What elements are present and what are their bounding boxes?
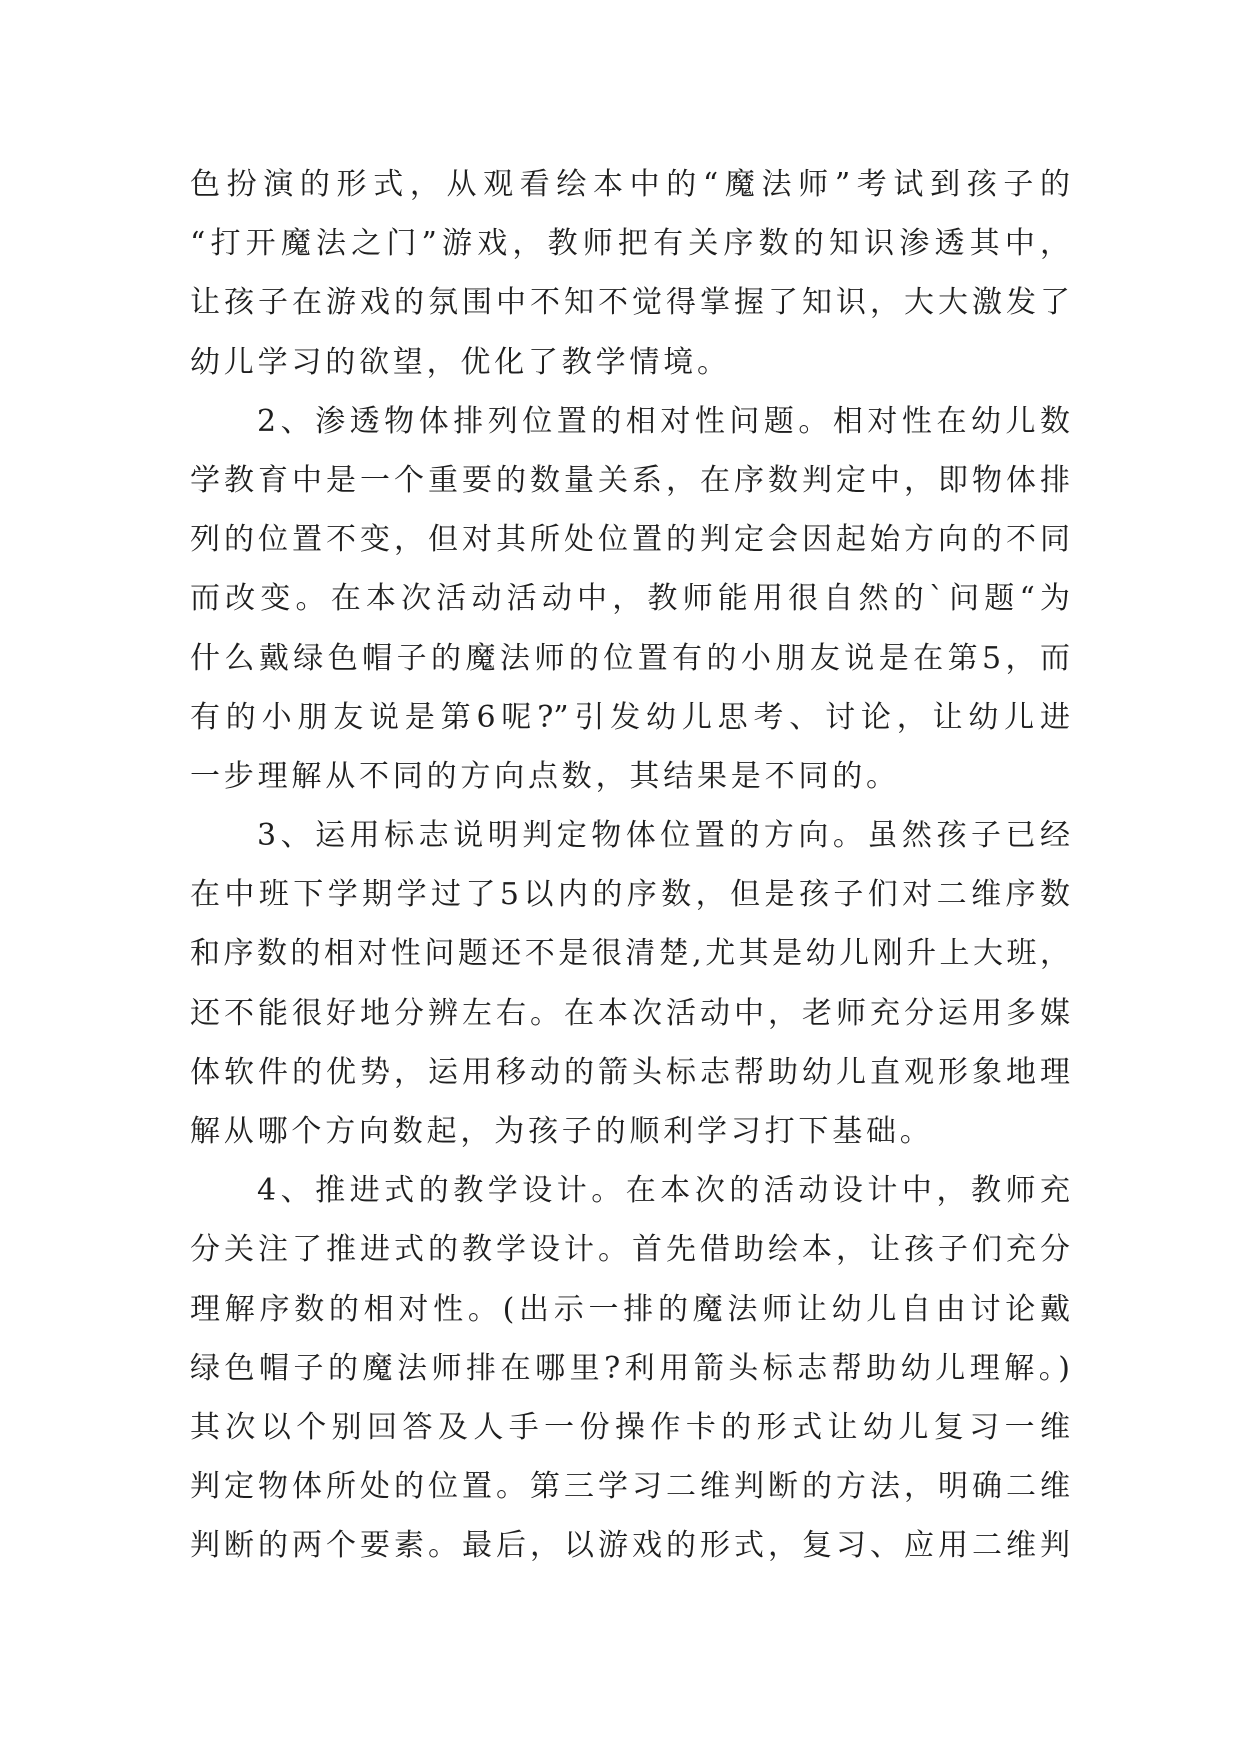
- paragraph: [190, 1161, 1070, 1575]
- text-line: 还不能很好地分辨左右。在本次活动中，老师充分运用多媒: [190, 995, 1070, 1031]
- text-line: 3、运用标志说明判定物体位置的方向。虽然孩子已经: [257, 818, 1070, 854]
- text-line: 解从哪个方向数起，为孩子的顺利学习打下基础。: [190, 1114, 934, 1149]
- text-line: 幼儿学习的欲望，优化了教学情境。: [190, 344, 731, 380]
- text-line: 理解序数的相对性。(出示一排的魔法师让幼儿自由讨论戴: [190, 1291, 1070, 1327]
- text-line: 绿色帽子的魔法师排在哪里?利用箭头标志帮助幼儿理解。): [190, 1350, 1070, 1386]
- document-body: [190, 155, 1070, 1576]
- text-line: 判断的两个要素。最后，以游戏的形式，复习、应用二维判: [190, 1528, 1070, 1564]
- text-line: 色扮演的形式，从观看绘本中的“魔法师”考试到孩子的: [190, 167, 1070, 202]
- text-line: 什么戴绿色帽子的魔法师的位置有的小朋友说是在第5，而: [190, 640, 1070, 676]
- text-line: “打开魔法之门”游戏，教师把有关序数的知识渗透其中，: [190, 226, 1070, 262]
- paragraph: [190, 392, 1070, 806]
- paragraph: [190, 155, 1070, 392]
- text-line: 4、推进式的教学设计。在本次的活动设计中，教师充: [257, 1173, 1070, 1209]
- text-line: 让孩子在游戏的氛围中不知不觉得掌握了知识，大大激发了: [190, 285, 1070, 321]
- text-line: 2、渗透物体排列位置的相对性问题。相对性在幼儿数: [257, 403, 1070, 439]
- text-line: 其次以个别回答及人手一份操作卡的形式让幼儿复习一维: [190, 1409, 1070, 1445]
- text-line: 学教育中是一个重要的数量关系，在序数判定中，即物体排: [190, 462, 1070, 498]
- text-line: 列的位置不变，但对其所处位置的判定会因起始方向的不同: [190, 522, 1070, 558]
- text-line: 一步理解从不同的方向点数，其结果是不同的。: [190, 758, 900, 794]
- text-line: 有的小朋友说是第6呢?”引发幼儿思考、讨论，让幼儿进: [190, 699, 1070, 735]
- text-line: 判定物体所处的位置。第三学习二维判断的方法，明确二维: [190, 1469, 1070, 1505]
- text-line: 体软件的优势，运用移动的箭头标志帮助幼儿直观形象地理: [190, 1054, 1070, 1090]
- text-line: 而改变。在本次活动活动中，教师能用很自然的`问题“为: [190, 581, 1070, 617]
- text-line: 分关注了推进式的教学设计。首先借助绘本，让孩子们充分: [190, 1232, 1070, 1268]
- text-line: 和序数的相对性问题还不是很清楚,尤其是幼儿刚升上大班，: [190, 936, 1070, 972]
- paragraph: [190, 806, 1070, 1161]
- text-line: 在中班下学期学过了5以内的序数，但是孩子们对二维序数: [190, 877, 1070, 913]
